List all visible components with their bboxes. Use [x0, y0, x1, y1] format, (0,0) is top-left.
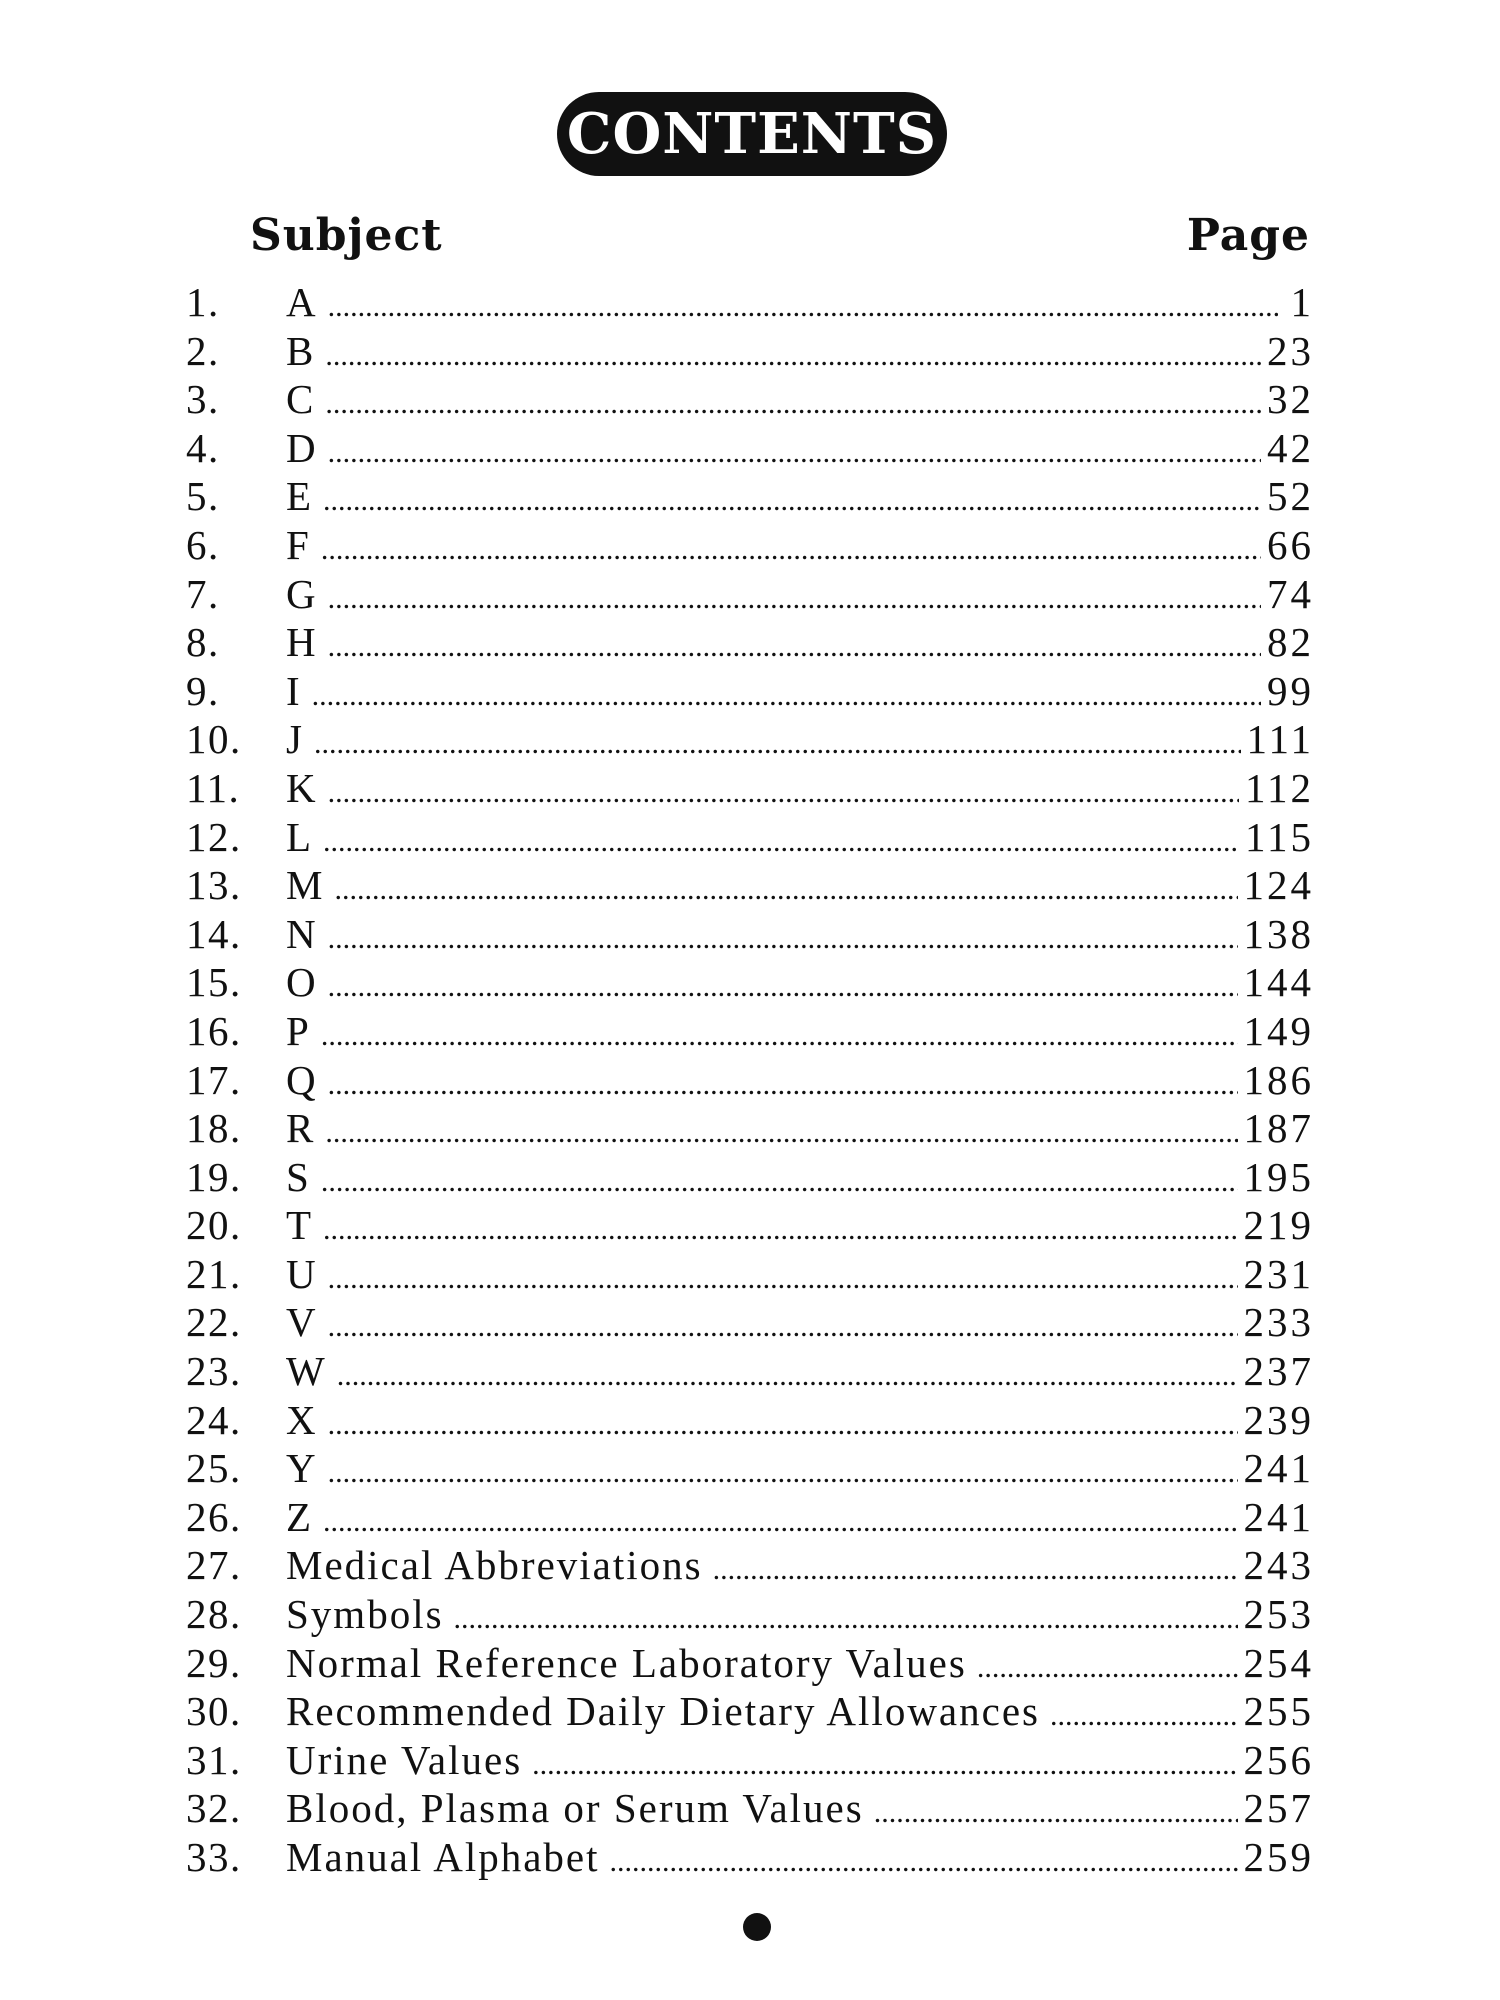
entry-page-number: 99	[1267, 667, 1314, 714]
entry-number: 8.	[186, 619, 220, 666]
dot-leader	[454, 1595, 1238, 1643]
subject-column-header: Subject	[250, 210, 443, 261]
entry-number: 6.	[186, 521, 220, 568]
entry-page-number: 138	[1243, 910, 1314, 957]
entry-number: 9.	[186, 667, 220, 714]
entry-subject: D	[286, 424, 318, 471]
entry-page-number: 115	[1245, 813, 1314, 860]
entry-subject: B	[286, 327, 316, 374]
dot-leader	[321, 1158, 1238, 1206]
bullet-dot-icon	[743, 1913, 771, 1941]
toc-entry[interactable]	[186, 327, 1314, 376]
toc-entry[interactable]	[186, 715, 1314, 764]
dot-leader	[314, 720, 1241, 768]
entry-page-number: 239	[1243, 1396, 1314, 1443]
toc-entry[interactable]	[186, 1201, 1314, 1250]
entry-page-number: 233	[1243, 1299, 1314, 1346]
toc-entry[interactable]	[186, 667, 1314, 716]
entry-page-number: 256	[1243, 1736, 1314, 1783]
entry-number: 27.	[186, 1542, 242, 1589]
entry-subject: T	[286, 1202, 314, 1249]
entry-number: 15.	[186, 959, 242, 1006]
dot-leader	[328, 283, 1278, 331]
dot-leader	[328, 1401, 1238, 1449]
entry-number: 33.	[186, 1834, 242, 1880]
entry-number: 17.	[186, 1056, 242, 1103]
entry-subject: P	[286, 1007, 311, 1054]
entry-number: 1.	[186, 279, 220, 325]
entry-number: 5.	[186, 473, 220, 520]
entry-number: 14.	[186, 910, 242, 957]
toc-entry[interactable]	[186, 1784, 1314, 1833]
toc-entry[interactable]	[186, 1736, 1314, 1785]
entry-number: 23.	[186, 1348, 242, 1395]
entry-number: 3.	[186, 376, 220, 423]
entry-page-number: 241	[1243, 1493, 1314, 1540]
entry-subject: Symbols	[286, 1591, 444, 1638]
entry-number: 22.	[186, 1299, 242, 1346]
dot-leader	[328, 769, 1239, 817]
entry-page-number: 243	[1243, 1542, 1314, 1589]
toc-entry[interactable]	[186, 1056, 1314, 1105]
entry-page-number: 32	[1267, 376, 1314, 423]
dot-leader	[977, 1644, 1238, 1692]
dot-leader	[321, 1012, 1238, 1060]
toc-entry[interactable]	[186, 813, 1314, 862]
entry-number: 21.	[186, 1250, 242, 1297]
entry-page-number: 1	[1290, 279, 1314, 325]
toc-entry[interactable]	[186, 1590, 1314, 1639]
entry-subject: Normal Reference Laboratory Values	[286, 1639, 967, 1686]
toc-entry[interactable]	[186, 1493, 1314, 1542]
entry-page-number: 253	[1243, 1591, 1314, 1638]
entry-number: 19.	[186, 1153, 242, 1200]
toc-entry[interactable]	[186, 1153, 1314, 1202]
entry-number: 20.	[186, 1202, 242, 1249]
entry-subject: W	[286, 1348, 327, 1395]
toc-entry[interactable]	[186, 1298, 1314, 1347]
entry-page-number: 259	[1243, 1834, 1314, 1880]
toc-entry[interactable]	[186, 375, 1314, 424]
dot-leader	[1050, 1692, 1238, 1740]
dot-leader	[312, 672, 1261, 720]
dot-leader	[325, 332, 1261, 380]
entry-subject: C	[286, 376, 316, 423]
page-column-header: Page	[1186, 210, 1310, 261]
entry-subject: H	[286, 619, 318, 666]
entry-subject: X	[286, 1396, 318, 1443]
entry-number: 32.	[186, 1785, 242, 1832]
entry-page-number: 257	[1243, 1785, 1314, 1832]
entry-page-number: 254	[1243, 1639, 1314, 1686]
entry-subject: Recommended Daily Dietary Allowances	[286, 1688, 1040, 1735]
entry-page-number: 42	[1267, 424, 1314, 471]
toc-entry[interactable]	[186, 1396, 1314, 1445]
entry-subject: M	[286, 862, 325, 909]
entry-page-number: 186	[1243, 1056, 1314, 1103]
toc-entry[interactable]	[186, 1250, 1314, 1299]
entry-subject: O	[286, 959, 318, 1006]
entry-page-number: 66	[1267, 521, 1314, 568]
toc-entry[interactable]	[186, 764, 1314, 813]
entry-subject: Blood, Plasma or Serum Values	[286, 1785, 864, 1832]
entry-number: 28.	[186, 1591, 242, 1638]
entry-subject: Z	[286, 1493, 314, 1540]
dot-leader	[328, 1061, 1238, 1109]
entry-subject: F	[286, 521, 311, 568]
entry-page-number: 241	[1243, 1445, 1314, 1492]
entry-page-number: 237	[1243, 1348, 1314, 1395]
entry-subject: R	[286, 1105, 316, 1152]
dot-leader	[328, 623, 1261, 671]
entry-number: 2.	[186, 327, 220, 374]
entry-subject: Medical Abbreviations	[286, 1542, 703, 1589]
entry-subject: E	[286, 473, 314, 520]
entry-number: 24.	[186, 1396, 242, 1443]
entry-page-number: 111	[1246, 716, 1314, 763]
dot-leader	[323, 1498, 1237, 1546]
entry-number: 12.	[186, 813, 242, 860]
toc-entry[interactable]	[186, 1639, 1314, 1688]
entry-number: 7.	[186, 570, 220, 617]
entry-subject: U	[286, 1250, 318, 1297]
entry-subject: Y	[286, 1445, 318, 1492]
dot-leader	[325, 1109, 1237, 1157]
entry-page-number: 219	[1243, 1202, 1314, 1249]
dot-leader	[323, 1206, 1237, 1254]
entry-number: 4.	[186, 424, 220, 471]
dot-leader	[874, 1789, 1238, 1837]
toc-entry[interactable]	[186, 910, 1314, 959]
entry-page-number: 82	[1267, 619, 1314, 666]
entry-number: 26.	[186, 1493, 242, 1540]
toc-entry[interactable]	[186, 1833, 1314, 1882]
dot-leader	[328, 575, 1261, 623]
entry-page-number: 112	[1245, 764, 1314, 811]
toc-entry[interactable]	[186, 1104, 1314, 1153]
entry-page-number: 195	[1243, 1153, 1314, 1200]
dot-leader	[532, 1741, 1237, 1789]
entry-subject: N	[286, 910, 318, 957]
entry-subject: V	[286, 1299, 318, 1346]
dot-leader	[325, 380, 1261, 428]
entry-page-number: 149	[1243, 1007, 1314, 1054]
toc-entry[interactable]	[186, 570, 1314, 619]
entry-page-number: 187	[1243, 1105, 1314, 1152]
entry-number: 11.	[186, 764, 241, 811]
dot-leader	[328, 1449, 1238, 1497]
dot-leader	[337, 1352, 1238, 1400]
contents-list	[186, 278, 1314, 1882]
entry-page-number: 52	[1267, 473, 1314, 520]
entry-subject: S	[286, 1153, 311, 1200]
entry-page-number: 231	[1243, 1250, 1314, 1297]
entry-number: 31.	[186, 1736, 242, 1783]
dot-leader	[334, 866, 1237, 914]
toc-entry[interactable]	[186, 958, 1314, 1007]
dot-leader	[713, 1546, 1238, 1594]
toc-entry[interactable]	[186, 521, 1314, 570]
toc-entry[interactable]	[186, 1444, 1314, 1493]
toc-entry[interactable]	[186, 1687, 1314, 1736]
entry-subject: L	[286, 813, 314, 860]
dot-leader	[323, 818, 1239, 866]
entry-number: 29.	[186, 1639, 242, 1686]
entry-subject: Q	[286, 1056, 318, 1103]
entry-subject: Urine Values	[286, 1736, 523, 1783]
entry-number: 25.	[186, 1445, 242, 1492]
dot-leader	[328, 963, 1238, 1011]
entry-page-number: 74	[1267, 570, 1314, 617]
entry-number: 13.	[186, 862, 242, 909]
entry-number: 16.	[186, 1007, 242, 1054]
entry-subject: G	[286, 570, 318, 617]
entry-subject: K	[286, 764, 318, 811]
toc-entry[interactable]	[186, 861, 1314, 910]
dot-leader	[328, 1303, 1238, 1351]
dot-leader	[328, 1255, 1238, 1303]
entry-subject: I	[286, 667, 302, 714]
toc-entry[interactable]	[186, 424, 1314, 473]
dot-leader	[610, 1838, 1238, 1886]
dot-leader	[321, 526, 1261, 574]
toc-entry[interactable]	[186, 1541, 1314, 1590]
toc-entry[interactable]	[186, 618, 1314, 667]
entry-subject: A	[286, 279, 318, 325]
entry-subject: Manual Alphabet	[286, 1834, 600, 1880]
entry-subject: J	[286, 716, 304, 763]
page-title: CONTENTS	[557, 92, 947, 176]
dot-leader	[328, 915, 1238, 963]
entry-number: 10.	[186, 716, 242, 763]
toc-entry[interactable]	[186, 472, 1314, 521]
toc-entry[interactable]	[186, 1347, 1314, 1396]
toc-entry[interactable]	[186, 278, 1314, 327]
toc-entry[interactable]	[186, 1007, 1314, 1056]
entry-page-number: 124	[1243, 862, 1314, 909]
dot-leader	[328, 429, 1261, 477]
dot-leader	[323, 477, 1261, 525]
entry-number: 30.	[186, 1688, 242, 1735]
entry-page-number: 255	[1243, 1688, 1314, 1735]
entry-page-number: 144	[1243, 959, 1314, 1006]
entry-number: 18.	[186, 1105, 242, 1152]
entry-page-number: 23	[1267, 327, 1314, 374]
